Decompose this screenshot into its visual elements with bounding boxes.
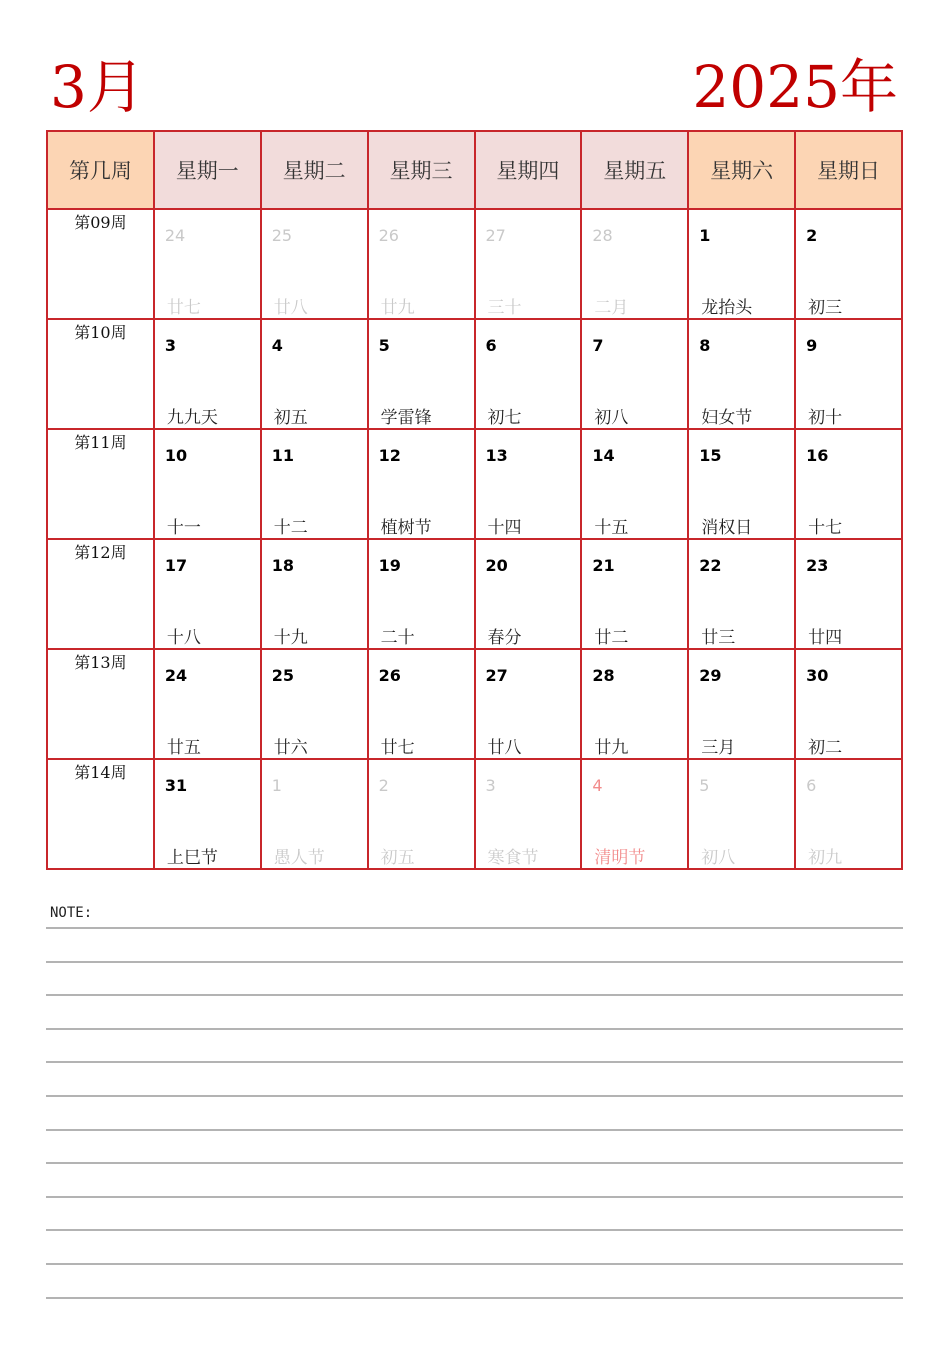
column-header-tuesday: 星期二 [261, 131, 368, 209]
day-number: 18 [271, 556, 295, 575]
day-cell[interactable] [261, 429, 368, 539]
day-cell[interactable] [688, 429, 795, 539]
day-cell[interactable] [261, 319, 368, 429]
day-cell[interactable] [475, 429, 582, 539]
lunar-date-label: 廿二 [594, 628, 629, 648]
lunar-date-label: 十九 [273, 628, 308, 648]
day-number: 31 [164, 776, 188, 795]
note-line [46, 994, 903, 996]
week-number-label: 第13周 [47, 649, 154, 759]
column-header-thursday: 星期四 [475, 131, 582, 209]
note-line [46, 1162, 903, 1164]
day-number: 12 [378, 446, 401, 465]
day-number: 6 [485, 336, 497, 355]
calendar-header-row [47, 131, 902, 209]
day-cell[interactable] [154, 539, 261, 649]
lunar-date-label: 龙抬头 [701, 298, 753, 318]
lunar-date-label: 廿六 [273, 738, 308, 758]
day-cell[interactable] [795, 209, 902, 319]
week-number-label: 第14周 [47, 759, 154, 869]
lunar-date-label: 十八 [166, 628, 201, 648]
day-number: 17 [164, 556, 188, 575]
lunar-date-label: 消权日 [701, 518, 753, 538]
day-cell[interactable] [154, 429, 261, 539]
column-header-sunday: 星期日 [795, 131, 902, 209]
day-number: 28 [592, 666, 615, 685]
day-cell[interactable] [368, 209, 475, 319]
lunar-date-label: 初八 [594, 408, 629, 428]
day-cell[interactable] [581, 649, 688, 759]
day-number: 22 [699, 556, 722, 575]
lunar-date-label: 上巳节 [166, 848, 218, 868]
day-cell[interactable] [475, 319, 582, 429]
week-row [47, 429, 902, 539]
lunar-date-label: 廿八 [487, 738, 522, 758]
day-cell[interactable] [154, 319, 261, 429]
lunar-date-label: 十一 [166, 518, 201, 538]
lunar-date-label: 初三 [808, 298, 843, 318]
note-label: NOTE: [50, 905, 93, 921]
lunar-date-label: 廿七 [166, 298, 201, 318]
note-line [46, 1095, 903, 1097]
column-header-week: 第几周 [47, 131, 154, 209]
day-cell[interactable] [368, 429, 475, 539]
day-cell[interactable] [154, 209, 261, 319]
lunar-date-label: 三十 [487, 298, 522, 318]
day-cell[interactable] [261, 649, 368, 759]
day-cell[interactable] [688, 539, 795, 649]
day-cell[interactable] [688, 209, 795, 319]
note-line [46, 1297, 903, 1299]
day-cell[interactable] [261, 759, 368, 869]
lunar-date-label: 廿九 [594, 738, 629, 758]
note-line [46, 961, 903, 963]
lunar-date-label: 廿七 [380, 738, 415, 758]
column-header-saturday: 星期六 [688, 131, 795, 209]
day-number: 10 [164, 446, 188, 465]
day-cell[interactable] [688, 759, 795, 869]
day-number: 24 [164, 666, 188, 685]
day-number: 4 [271, 336, 283, 355]
day-cell[interactable] [581, 539, 688, 649]
day-number: 8 [699, 336, 711, 355]
day-number: 2 [378, 776, 389, 795]
day-cell[interactable] [261, 539, 368, 649]
lunar-date-label: 妇女节 [701, 408, 753, 428]
lunar-date-label: 十五 [594, 518, 629, 538]
lunar-date-label: 初八 [701, 848, 736, 868]
day-number: 15 [699, 446, 722, 465]
lunar-date-label: 廿三 [701, 628, 736, 648]
day-cell[interactable] [581, 209, 688, 319]
lunar-date-label: 春分 [487, 628, 522, 648]
day-cell[interactable] [581, 319, 688, 429]
lunar-date-label: 九九天 [166, 408, 218, 428]
column-header-friday: 星期五 [581, 131, 688, 209]
week-row [47, 209, 902, 319]
day-cell[interactable] [368, 319, 475, 429]
lunar-date-label: 初二 [808, 738, 843, 758]
day-cell[interactable] [368, 759, 475, 869]
day-number: 14 [592, 446, 615, 465]
day-number: 26 [378, 226, 399, 245]
day-cell[interactable] [368, 539, 475, 649]
day-cell[interactable] [795, 759, 902, 869]
note-line [46, 1263, 903, 1265]
day-number: 28 [592, 226, 613, 245]
lunar-date-label: 初五 [273, 408, 308, 428]
lunar-date-label: 二月 [594, 298, 629, 318]
day-number: 13 [485, 446, 508, 465]
lunar-date-label: 廿八 [273, 298, 308, 318]
day-number: 5 [699, 776, 710, 795]
day-number: 7 [592, 336, 604, 355]
column-header-monday: 星期一 [154, 131, 261, 209]
day-number: 2 [806, 226, 818, 245]
day-number: 26 [378, 666, 401, 685]
calendar-grid [46, 130, 903, 870]
day-number: 23 [806, 556, 829, 575]
week-number-label: 第12周 [47, 539, 154, 649]
day-cell[interactable] [688, 649, 795, 759]
week-row [47, 759, 902, 869]
day-number: 24 [164, 226, 186, 245]
week-number-label: 第09周 [47, 209, 154, 319]
day-cell[interactable] [261, 209, 368, 319]
day-number: 6 [806, 776, 817, 795]
day-cell[interactable] [581, 759, 688, 869]
day-number: 4 [592, 776, 603, 795]
lunar-date-label: 十四 [487, 518, 522, 538]
lunar-date-label: 二十 [380, 628, 415, 648]
day-number: 20 [485, 556, 508, 575]
lunar-date-label: 初五 [380, 848, 415, 868]
lunar-date-label: 廿四 [808, 628, 843, 648]
lunar-date-label: 清明节 [594, 848, 646, 868]
day-number: 11 [271, 446, 295, 465]
day-number: 19 [378, 556, 401, 575]
day-number: 27 [485, 666, 508, 685]
day-number: 1 [699, 226, 711, 245]
lunar-date-label: 三月 [701, 738, 736, 758]
day-cell[interactable] [475, 759, 582, 869]
lunar-date-label: 寒食节 [487, 848, 539, 868]
column-header-wednesday: 星期三 [368, 131, 475, 209]
day-number: 5 [378, 336, 390, 355]
month-title: 3月 [50, 53, 145, 121]
lunar-date-label: 愚人节 [273, 848, 325, 868]
note-line [46, 1196, 903, 1198]
day-cell[interactable] [475, 209, 582, 319]
day-cell[interactable] [368, 649, 475, 759]
week-number-label: 第10周 [47, 319, 154, 429]
lunar-date-label: 初七 [487, 408, 522, 428]
day-number: 29 [699, 666, 722, 685]
day-cell[interactable] [475, 649, 582, 759]
note-line [46, 1229, 903, 1231]
day-number: 30 [806, 666, 829, 685]
note-line [46, 927, 903, 929]
day-cell[interactable] [475, 539, 582, 649]
note-line [46, 1028, 903, 1030]
week-number-label: 第11周 [47, 429, 154, 539]
week-row [47, 539, 902, 649]
lunar-date-label: 初九 [808, 848, 843, 868]
week-row [47, 649, 902, 759]
day-number: 21 [592, 556, 615, 575]
day-number: 16 [806, 446, 829, 465]
lunar-date-label: 十七 [808, 518, 843, 538]
day-cell[interactable] [688, 319, 795, 429]
lunar-date-label: 廿九 [380, 298, 415, 318]
day-number: 25 [271, 666, 295, 685]
note-line [46, 1061, 903, 1063]
day-cell[interactable] [154, 649, 261, 759]
day-number: 27 [485, 226, 506, 245]
lunar-date-label: 学雷锋 [380, 408, 432, 428]
lunar-date-label: 廿五 [166, 738, 201, 758]
day-cell[interactable] [581, 429, 688, 539]
day-cell[interactable] [795, 429, 902, 539]
lunar-date-label: 植树节 [380, 518, 432, 538]
day-number: 3 [164, 336, 177, 355]
day-number: 25 [271, 226, 293, 245]
lunar-date-label: 初十 [808, 408, 843, 428]
week-row [47, 319, 902, 429]
lunar-date-label: 十二 [273, 518, 308, 538]
day-cell[interactable] [795, 319, 902, 429]
note-line [46, 1129, 903, 1131]
day-number: 1 [271, 776, 282, 795]
year-title: 2025年 [692, 53, 898, 121]
day-cell[interactable] [795, 649, 902, 759]
day-cell[interactable] [795, 539, 902, 649]
day-cell[interactable] [154, 759, 261, 869]
day-number: 3 [485, 776, 496, 795]
day-number: 9 [806, 336, 818, 355]
